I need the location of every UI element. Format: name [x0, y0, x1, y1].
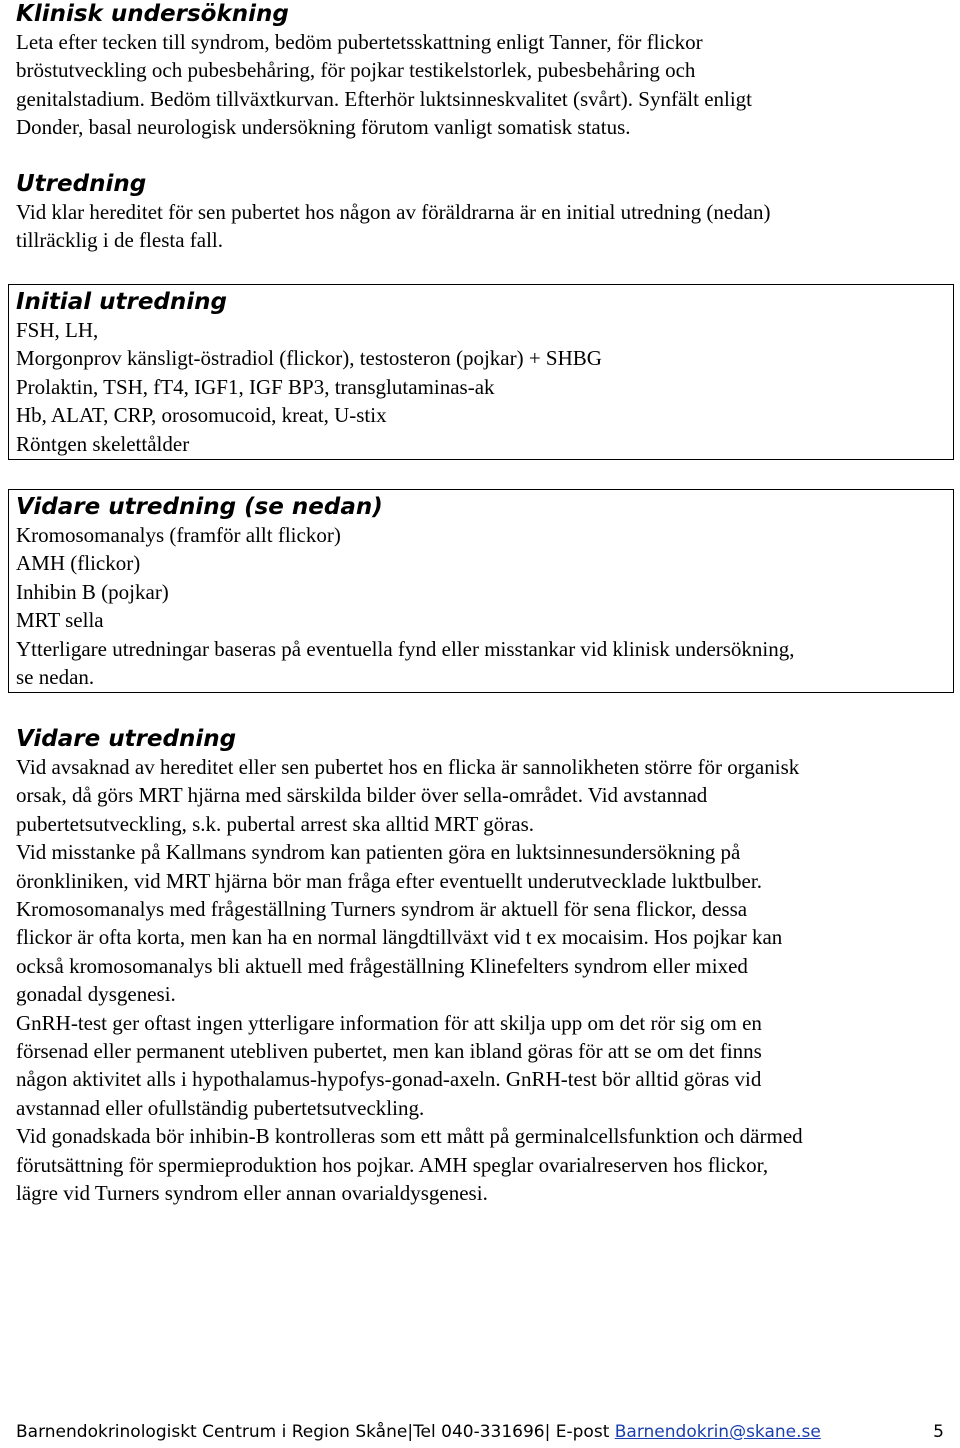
section-vidare-utredning: [16, 725, 946, 1208]
text-line: försenad eller permanent utebliven pubertet, men kan ibland göras för att se om det finns: [16, 1039, 762, 1064]
text-line: Kromosomanalys med frågeställning Turners syndrom är aktuell för sena flickor, dessa: [16, 897, 748, 922]
heading-vidare-utredning-se-nedan: Vidare utredning (se nedan): [16, 494, 383, 520]
paragraph-klinisk: [16, 28, 946, 142]
text-line: Vid klar hereditet för sen pubertet hos någon av föräldrarna är en initial utredning (nedan): [16, 200, 771, 224]
footer-organization: Barnendokrinologiskt Centrum i Region Skåne: [16, 1422, 408, 1442]
text-line: också kromosomanalys bli aktuell med frågeställning Klinefelters syndrom eller mixed: [16, 953, 748, 978]
footer-email-link[interactable]: Barnendokrin@skane.se: [614, 1422, 821, 1442]
footer-email-label: E-post: [550, 1422, 615, 1442]
text-line: pubertetsutveckling, s.k. pubertal arrest ska alltid MRT göras.: [16, 811, 534, 836]
text-line: någon aktivitet alls i hypothalamus-hypofys-gonad-axeln. GnRH-test bör alltid göras vid: [16, 1067, 762, 1092]
list-item: Inhibin B (pojkar): [16, 579, 169, 604]
list-item: Kromosomanalys (framför allt flickor): [16, 523, 341, 547]
heading-initial-utredning: Initial utredning: [16, 289, 227, 315]
box-initial-utredning: [8, 284, 954, 460]
list-initial-utredning: [16, 316, 953, 458]
list-item: MRT sella: [16, 608, 104, 633]
text-line: orsak, då görs MRT hjärna med särskilda bilder över sella-området. Vid avstannad: [16, 783, 708, 808]
list-item: se nedan.: [16, 665, 95, 690]
list-item: AMH (flickor): [16, 551, 141, 576]
text-line: GnRH-test ger oftast ingen ytterligare information för att skilja upp om det rör sig om en: [16, 1010, 762, 1035]
footer-separator: |: [407, 1422, 414, 1442]
text-line: genitalstadium. Bedöm tillväxtkurvan. Efterhör luktsinneskvalitet (svårt). Synfält enligt: [16, 86, 753, 111]
heading-klinisk: Klinisk undersökning: [16, 1, 289, 27]
text-line: Donder, basal neurologisk undersökning förutom vanligt somatisk status.: [16, 115, 631, 140]
list-item: Morgonprov känsligt-östradiol (flickor), testosteron (pojkar) + SHBG: [16, 346, 602, 371]
list-item: Prolaktin, TSH, fT4, IGF1, IGF BP3, transglutaminas-ak: [16, 374, 495, 399]
footer-separator: |: [544, 1422, 551, 1442]
page-number: 5: [933, 1422, 944, 1442]
section-utredning: [16, 170, 946, 255]
text-line: avstannad eller ofullständig pubertetsutveckling.: [16, 1095, 425, 1120]
list-item: Ytterligare utredningar baseras på eventuella fynd eller misstankar vid klinisk undersökning,: [16, 636, 795, 661]
list-item: Hb, ALAT, CRP, orosomucoid, kreat, U-stix: [16, 403, 387, 428]
text-line: Vid gonadskada bör inhibin-B kontrolleras som ett mått på germinalcellsfunktion och därmed: [16, 1124, 803, 1149]
list-item: Röntgen skelettålder: [16, 431, 190, 456]
heading-utredning: Utredning: [16, 171, 147, 197]
text-line: Vid misstanke på Kallmans syndrom kan patienten göra en luktsinnesundersökning på: [16, 840, 741, 865]
text-line: öronkliniken, vid MRT hjärna bör man fråga efter eventuellt underutvecklade luktbulber.: [16, 868, 762, 893]
paragraph-vidare-utredning: [16, 753, 946, 1208]
text-line: bröstutveckling och pubesbehåring, för pojkar testikelstorlek, pubesbehåring och: [16, 58, 696, 83]
text-line: lägre vid Turners syndrom eller annan ovarialdysgenesi.: [16, 1181, 488, 1206]
section-klinisk: [16, 0, 946, 142]
text-line: Leta efter tecken till syndrom, bedöm pubertetsskattning enligt Tanner, för flickor: [16, 30, 703, 54]
text-line: Vid avsaknad av hereditet eller sen pubertet hos en flicka är sannolikheten större för organisk: [16, 755, 800, 779]
text-line: förutsättning för spermieproduktion hos pojkar. AMH speglar ovarialreserven hos flickor,: [16, 1152, 769, 1177]
text-line: tillräcklig i de flesta fall.: [16, 228, 224, 253]
text-line: gonadal dysgenesi.: [16, 982, 176, 1007]
page-footer: [16, 1421, 944, 1443]
paragraph-utredning: [16, 198, 946, 255]
footer-phone: Tel 040-331696: [413, 1422, 545, 1442]
box-vidare-utredning-se-nedan: [8, 489, 954, 693]
list-vidare-utredning-se-nedan: [16, 521, 953, 691]
heading-vidare-utredning: Vidare utredning: [16, 726, 237, 752]
list-item: FSH, LH,: [16, 318, 99, 342]
text-line: flickor är ofta korta, men kan ha en normal längdtillväxt vid t ex mocaisim. Hos pojkar kan: [16, 925, 783, 950]
